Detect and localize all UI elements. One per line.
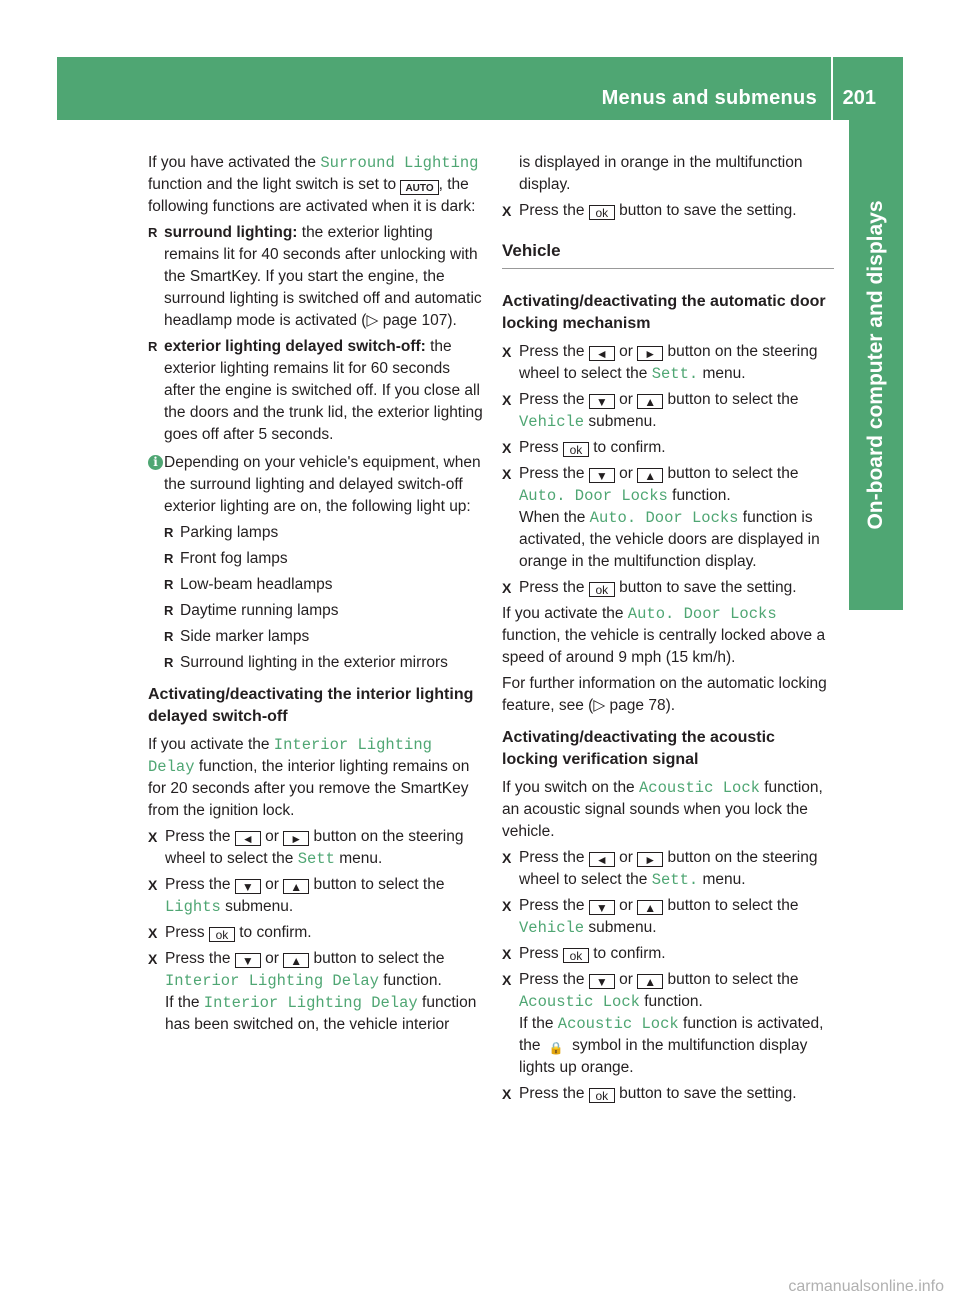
right-button-icon: ►: [637, 346, 663, 361]
right-button-icon: ►: [637, 852, 663, 867]
step-arrow-icon: X: [502, 344, 512, 360]
list-item: R Parking lamps: [148, 522, 484, 544]
step: X Press the ▼ or ▲ button to select the Interior Lighting Delay function. If the Interior Lighting Delay function has been switched on, the vehicle interior: [148, 950, 477, 1033]
down-button-icon: ▼: [235, 953, 261, 968]
up-button-icon: ▲: [637, 394, 663, 409]
up-button-icon: ▲: [283, 953, 309, 968]
ok-button-icon: ok: [209, 927, 235, 942]
step: X Press the ok button to save the setting.: [502, 579, 797, 597]
list-item: R Side marker lamps: [148, 626, 484, 648]
subsection-heading: Activating/deactivating the interior lighting delayed switch-off: [148, 686, 474, 725]
subsection-heading: Activating/deactivating the acoustic locking verification signal: [502, 729, 775, 768]
left-button-icon: ◄: [235, 831, 261, 846]
step: X Press the ok button to save the setting.: [502, 1085, 797, 1103]
step: X Press the ▼ or ▲ button to select the Acoustic Lock function. If the Acoustic Lock function is activated, the 🔒 symbol in the multifunction display lights up orange.: [502, 971, 824, 1076]
lock-icon: 🔒: [548, 1041, 564, 1055]
step: X Press the ▼ or ▲ button to select the Vehicle submenu.: [502, 391, 799, 431]
step-arrow-icon: X: [502, 580, 512, 596]
step: X Press ok to confirm.: [502, 945, 666, 963]
right-button-icon: ►: [283, 831, 309, 846]
step: X Press the ◄ or ► button on the steering wheel to select the Sett. menu.: [502, 343, 818, 383]
chapter-tab-label: On-board computer and displays: [864, 200, 887, 530]
step: X Press the ◄ or ► button on the steering wheel to select the Sett. menu.: [502, 849, 818, 889]
up-button-icon: ▲: [637, 900, 663, 915]
list-item: R exterior lighting delayed switch-off: the exterior lighting remains lit for 60 seconds after the engine is switched off. If you close all the doors and the trunk lid, the exterior lighting goes off after 5 seconds.: [148, 336, 484, 446]
step-arrow-icon: X: [148, 925, 158, 941]
paragraph: If you switch on the Acoustic Lock function, an acoustic signal sounds when you lock the vehicle.: [502, 779, 823, 840]
ok-button-icon: ok: [589, 205, 615, 220]
step-arrow-icon: X: [148, 877, 158, 893]
ok-button-icon: ok: [589, 582, 615, 597]
list-item: R Surround lighting in the exterior mirrors: [148, 652, 484, 674]
paragraph: For further information on the automatic locking feature, see (▷ page 78).: [502, 675, 827, 714]
right-column: [502, 152, 834, 1109]
up-button-icon: ▲: [637, 468, 663, 483]
step: X Press ok to confirm.: [148, 924, 312, 942]
step: X Press ok to confirm.: [502, 439, 666, 457]
paragraph: is displayed in orange in the multifunction display.: [519, 154, 803, 193]
list-item: R surround lighting: the exterior lighting remains lit for 40 seconds after unlocking with the SmartKey. If you start the engine, the surround lighting is switched off and automatic headlamp mode is activated (▷ page 107).: [148, 222, 484, 332]
header-divider: [831, 57, 833, 120]
info-icon: i: [148, 455, 163, 470]
paragraph: If you activate the Auto. Door Locks function, the vehicle is centrally locked above a speed of around 9 mph (15 km/h).: [502, 605, 826, 666]
auto-icon: AUTO: [400, 180, 438, 195]
left-button-icon: ◄: [589, 346, 615, 361]
list-item: R Low-beam headlamps: [148, 574, 484, 596]
step-arrow-icon: X: [502, 203, 512, 219]
step-arrow-icon: X: [502, 466, 512, 482]
up-button-icon: ▲: [637, 974, 663, 989]
down-button-icon: ▼: [589, 974, 615, 989]
ok-button-icon: ok: [563, 442, 589, 457]
down-button-icon: ▼: [235, 879, 261, 894]
step-arrow-icon: X: [502, 1086, 512, 1102]
step-arrow-icon: X: [502, 850, 512, 866]
left-column: [148, 152, 484, 1040]
down-button-icon: ▼: [589, 468, 615, 483]
section-heading: Vehicle: [502, 240, 834, 269]
list-item: R Front fog lamps: [148, 548, 484, 570]
step: X Press the ◄ or ► button on the steering wheel to select the Sett menu.: [148, 828, 464, 868]
list-item: R Daytime running lamps: [148, 600, 484, 622]
step-arrow-icon: X: [502, 440, 512, 456]
paragraph: If you activate the Interior Lighting Delay function, the interior lighting remains on for 20 seconds after you remove the SmartKey from the ignition lock.: [148, 736, 470, 819]
step: X Press the ▼ or ▲ button to select the Vehicle submenu.: [502, 897, 799, 937]
up-button-icon: ▲: [283, 879, 309, 894]
down-button-icon: ▼: [589, 394, 615, 409]
step: X Press the ▼ or ▲ button to select the Auto. Door Locks function. When the Auto. Door Locks function is activated, the vehicle doors are displayed in orange in the multifunction display.: [502, 465, 820, 570]
header-bar: [57, 57, 903, 120]
intro-paragraph: If you have activated the Surround Lighting function and the light switch is set to AUTO , the following functions are activated when it is dark:: [148, 154, 479, 215]
watermark: carmanualsonline.info: [788, 1278, 944, 1295]
ok-button-icon: ok: [589, 1088, 615, 1103]
step-arrow-icon: X: [148, 951, 158, 967]
section-title: Menus and submenus: [601, 87, 817, 109]
step: X Press the ok button to save the setting.: [502, 202, 797, 220]
step-arrow-icon: X: [502, 972, 512, 988]
ok-button-icon: ok: [563, 948, 589, 963]
step-arrow-icon: X: [502, 946, 512, 962]
step-arrow-icon: X: [502, 898, 512, 914]
page-number: 201: [842, 87, 876, 109]
step-arrow-icon: X: [502, 392, 512, 408]
subsection-heading: Activating/deactivating the automatic door locking mechanism: [502, 293, 826, 332]
step: X Press the ▼ or ▲ button to select the Lights submenu.: [148, 876, 445, 916]
down-button-icon: ▼: [589, 900, 615, 915]
step-arrow-icon: X: [148, 829, 158, 845]
left-button-icon: ◄: [589, 852, 615, 867]
info-note: i Depending on your vehicle's equipment, when the surround lighting and delayed switch-off exterior lighting are on, the following light up:: [148, 452, 484, 518]
